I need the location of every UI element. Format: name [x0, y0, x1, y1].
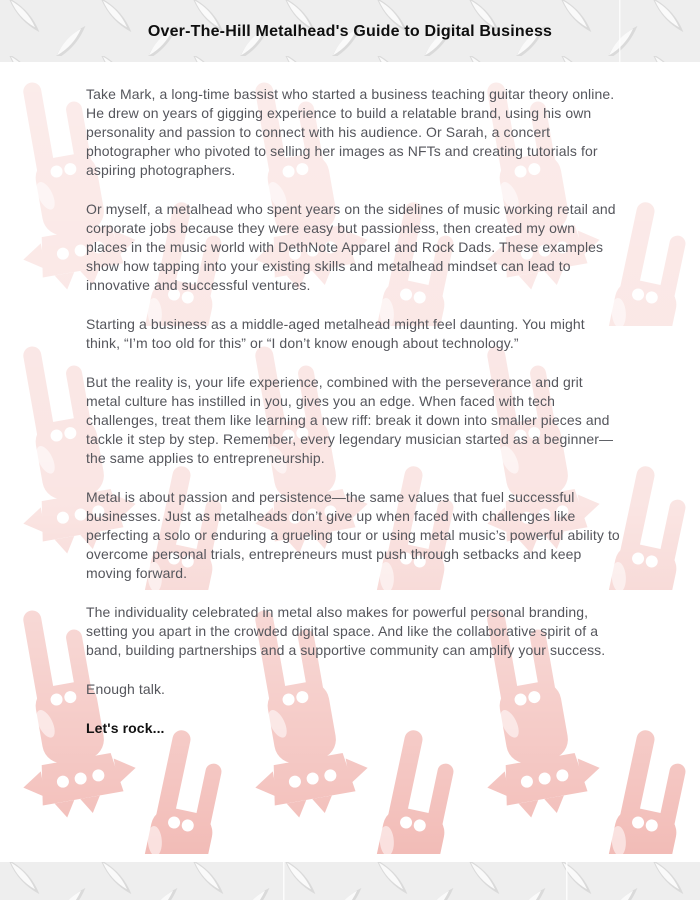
paragraph: Or myself, a metalhead who spent years on the sidelines of music working retail and corporate jobs because they were easy but passionless, then created my own places in the music world with DethNote Apparel and Rock Dads. These examples show how tapping into your existing skills and metalhead mindset can lead to innovative and successful ventures.: [86, 201, 616, 293]
paragraph: The individuality celebrated in metal also makes for powerful personal branding, setting you apart in the crowded digital space. And like the collaborative spirit of a band, building partnerships and a supportive community can amplify your success.: [86, 604, 606, 658]
paragraph: Metal is about passion and persistence—the same values that fuel successful businesses. Just as metalheads don’t give up when faced with challenges like perfecting a solo or enduring a grueling tour or using metal music’s powerful ability to overcome personal trials, entrepreneurs must push through setbacks and keep moving forward.: [86, 489, 620, 581]
paragraph: But the reality is, your life experience, combined with the perseverance and grit metal culture has instilled in you, gives you an edge. When faced with tech challenges, treat them like learning a new riff: break it down into smaller pieces and tackle it step by step. Remember, every legendary musician started as a beginner—the same applies to entrepreneurship.: [86, 374, 614, 466]
content-panel: [0, 62, 700, 862]
closing-line: Let's rock...: [86, 720, 165, 736]
metal-plate-header: [0, 0, 700, 62]
paragraph: Take Mark, a long-time bassist who started a business teaching guitar theory online. He drew on years of gigging experience to build a relatable brand, using his own personality and passion to connect with his audience. Or Sarah, a concert photographer who pivoted to selling her images as NFTs and creating tutorials for aspiring photographers.: [86, 86, 615, 178]
paragraph: Starting a business as a middle-aged metalhead might feel daunting. You might think, “I’m too old for this” or “I don’t know enough about technology.”: [86, 316, 585, 351]
diamond-plate-texture: [0, 862, 700, 900]
article-body: [0, 62, 700, 738]
page-title: Over-The-Hill Metalhead's Guide to Digital Business: [147, 23, 553, 40]
paragraph: Enough talk.: [86, 681, 166, 697]
metal-plate-footer: [0, 862, 700, 900]
